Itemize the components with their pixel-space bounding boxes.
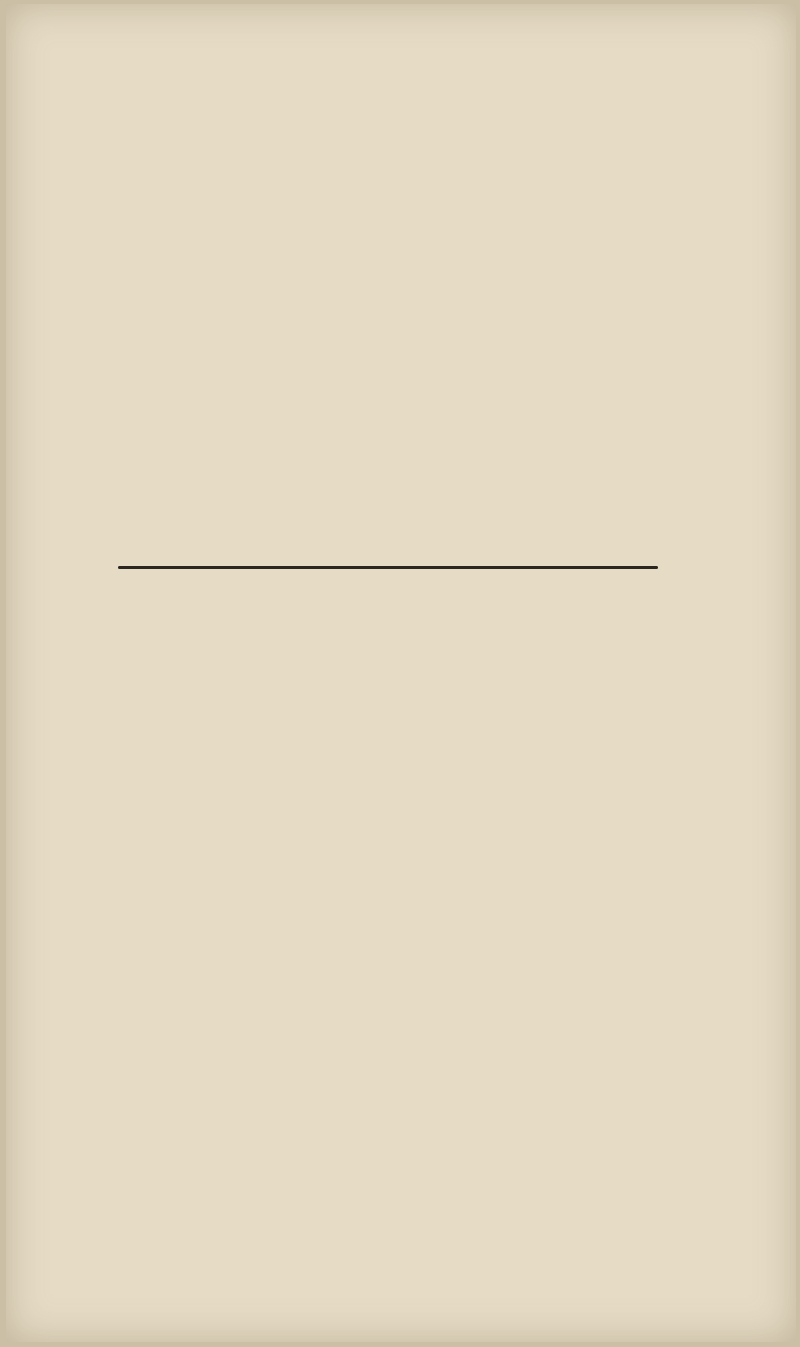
page-header — [126, 56, 686, 104]
section-divider-rule — [118, 566, 658, 569]
book-page — [6, 4, 796, 1342]
